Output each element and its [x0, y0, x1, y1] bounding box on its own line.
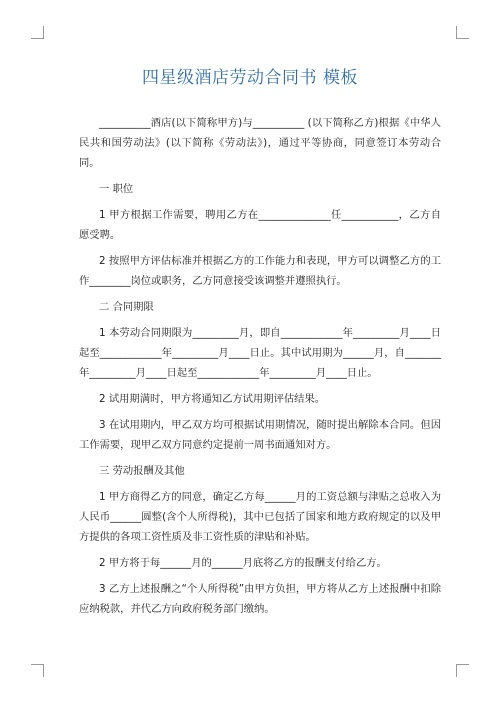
- section-heading-term: 二 合同期限: [99, 301, 154, 313]
- clause-pay-1: 1 甲方商得乙方的同意，确定乙方每______月的工资总额与津贴之总收入为人民币______圆整(含个人所得税)，其中已包括了国家和地方政府规定的以及甲方提供的各项工资性质及非工资性质的津贴和补贴。: [79, 491, 441, 543]
- clause-term-2: 2 试用期满时，甲方将通知乙方试用期评估结果。: [99, 393, 326, 405]
- document-body: [79, 113, 441, 619]
- intro-paragraph: __________酒店(以下简称甲方)与__________ (以下简称乙方)根据《中华人民共和国劳动法》(以下简称《劳动法》)，通过平等协商，同意签订本劳动合同。: [79, 117, 441, 169]
- crop-mark-bottom-left: [31, 664, 44, 677]
- document-title: 四星级酒店劳动合同书 模板: [142, 68, 358, 88]
- section-heading-position: 一 职位: [99, 183, 134, 195]
- clause-position-2: 2 按照甲方评估标准并根据乙方的工作能力和表现，甲方可以调整乙方的工作________岗位或职务，乙方同意接受该调整并遵照执行。: [79, 255, 441, 287]
- clause-pay-2: 2 甲方将于每______月的______月底将乙方的报酬支付给乙方。: [99, 557, 387, 569]
- section-heading-pay: 三 劳动报酬及其他: [99, 465, 185, 477]
- crop-mark-bottom-right: [456, 664, 469, 677]
- clause-term-3: 3 在试用期内，甲乙双方均可根据试用期情况，随时提出解除本合同。但因工作需要，现甲乙双方同意约定提前一周书面通知对方。: [79, 419, 441, 451]
- clause-pay-3: 3 乙方上述报酬之“个人所得税”由甲方负担，甲方将从乙方上述报酬中扣除应纳税款，并代乙方向政府税务部门缴纳。: [79, 583, 441, 615]
- clause-position-1: 1 甲方根据工作需要，聘用乙方在______________任___________，乙方自愿受聘。: [79, 209, 441, 241]
- crop-mark-top-left: [31, 26, 44, 39]
- crop-mark-top-right: [456, 26, 469, 39]
- clause-term-1: 1 本劳动合同期限为_________月，即自____________年_________月____日起至____________年_________月____日止。其中试用期为______月，自_______年_________月____日起至____________年_________月____日止。: [79, 327, 441, 379]
